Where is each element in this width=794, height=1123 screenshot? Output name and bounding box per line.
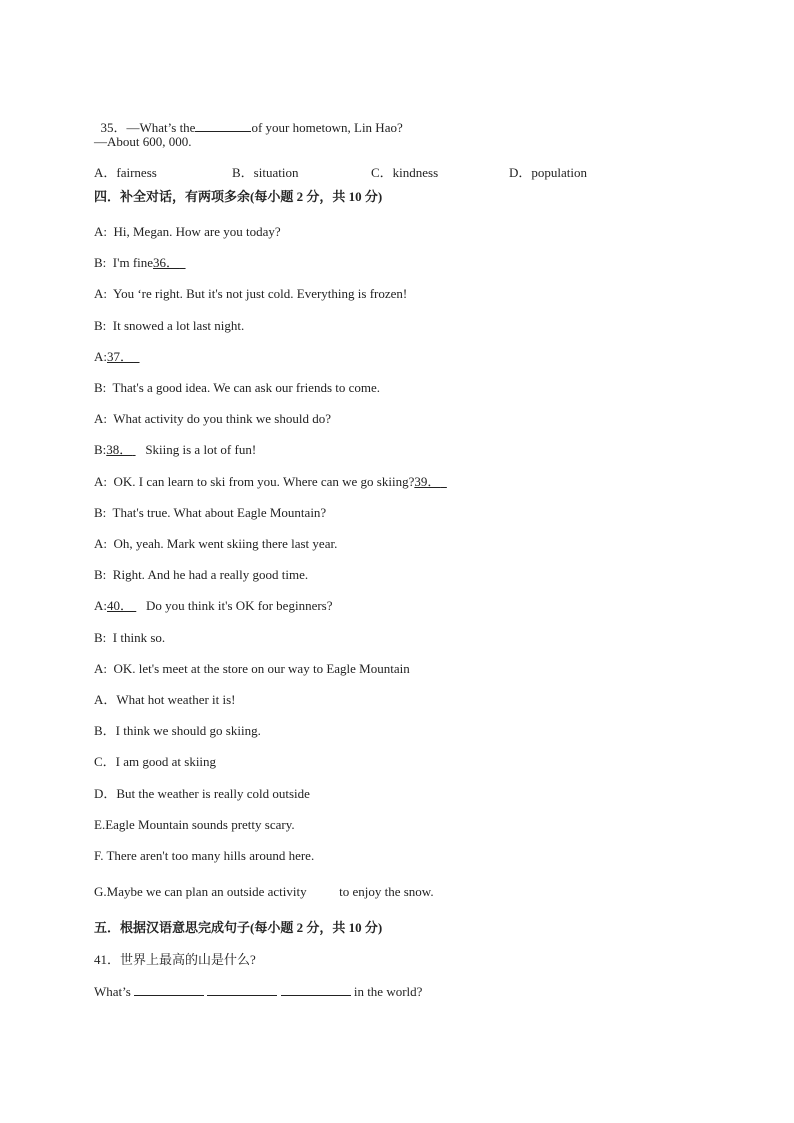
dialog-text: B: I'm fine: [94, 255, 154, 270]
dialog-text-after: Do you think it's OK for beginners?: [136, 598, 333, 613]
dialog-line-9: [94, 474, 447, 490]
blank-37[interactable]: 37．: [107, 349, 134, 364]
q41-english: [94, 983, 422, 1000]
q41-blank-1[interactable]: [134, 983, 204, 996]
choice-a[interactable]: A．What hot weather it is!: [94, 692, 236, 707]
q35-answer: —About 600, 000.: [94, 134, 192, 149]
dialog-line-5: [94, 349, 140, 365]
q35-blank[interactable]: [195, 119, 251, 132]
dialog-line-10: B: That's true. What about Eagle Mountain?: [94, 505, 327, 520]
dialog-text: A: OK. I can learn to ski from you. Where can we go skiing?: [94, 474, 415, 489]
section4-heading: 四．补全对话，有两项多余(每小题 2 分，共 10 分): [94, 189, 383, 204]
dialog-line-13: [94, 598, 333, 614]
choice-g[interactable]: G.Maybe we can plan an outside activity to enjoy the snow.: [94, 884, 434, 899]
q35-option-a[interactable]: A．fairness: [94, 165, 157, 180]
dialog-line-15: A: OK. let's meet at the store on our way to Eagle Mountain: [94, 661, 410, 676]
dialog-text: A:: [94, 598, 107, 613]
dialog-line-12: B: Right. And he had a really good time.: [94, 567, 309, 582]
q35-option-b[interactable]: B．situation: [232, 165, 299, 180]
blank-40[interactable]: 40．: [107, 598, 134, 613]
choice-d[interactable]: D．But the weather is really cold outside: [94, 786, 310, 801]
dialog-line-7: A: What activity do you think we should do?: [94, 411, 331, 426]
choice-c[interactable]: C．I am good at skiing: [94, 754, 217, 769]
blank-39[interactable]: 39．: [414, 474, 441, 489]
dialog-line-2: [94, 255, 186, 271]
dialog-text-after: Skiing is a lot of fun!: [135, 442, 257, 457]
dialog-line-3: A: You ‘re right. But it's not just cold. Everything is frozen!: [94, 286, 408, 301]
dialog-line-14: B: I think so.: [94, 630, 166, 645]
choice-e[interactable]: E.Eagle Mountain sounds pretty scary.: [94, 817, 295, 832]
section5-heading: 五．根据汉语意思完成句子(每小题 2 分，共 10 分): [94, 920, 383, 935]
blank-underline-pad: [440, 474, 447, 489]
dialog-line-4: B: It snowed a lot last night.: [94, 318, 245, 333]
dialog-text: B:: [94, 442, 107, 457]
blank-38[interactable]: 38．: [106, 442, 133, 457]
q41-prefix: What’s: [94, 984, 131, 999]
q41-blank-2[interactable]: [207, 983, 277, 996]
choice-f[interactable]: F. There aren't too many hills around here.: [94, 848, 315, 863]
dialog-line-1: A: Hi, Megan. How are you today?: [94, 224, 281, 239]
q35-option-d[interactable]: D．population: [509, 165, 587, 180]
dialog-text: A:: [94, 349, 107, 364]
dialog-line-8: [94, 442, 256, 458]
q41-suffix: in the world?: [353, 984, 423, 999]
q41-chinese: 41．世界上最高的山是什么?: [94, 952, 256, 967]
blank-underline-pad: [133, 349, 140, 364]
blank-underline-pad: [179, 255, 186, 270]
q35-stem: [94, 103, 403, 136]
q35-prefix: 35．—What’s the: [100, 120, 196, 135]
blank-36[interactable]: 36．: [153, 255, 180, 270]
q41-blank-3[interactable]: [281, 983, 351, 996]
q35-suffix: of your hometown, Lin Hao?: [251, 120, 403, 135]
choice-b[interactable]: B．I think we should go skiing.: [94, 723, 261, 738]
dialog-line-11: A: Oh, yeah. Mark went skiing there last year.: [94, 536, 338, 551]
q35-option-c[interactable]: C．kindness: [371, 165, 439, 180]
dialog-line-6: B: That's a good idea. We can ask our friends to come.: [94, 380, 381, 395]
